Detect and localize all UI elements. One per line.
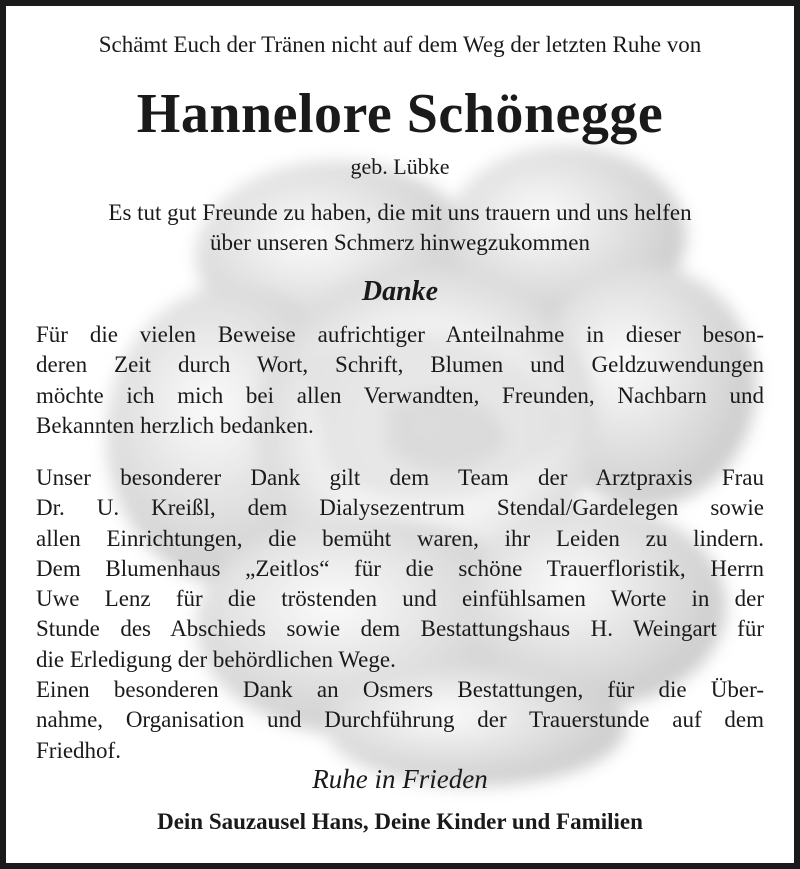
paragraph-line: Für die vielen Beweise aufrichtiger Anteilnahme in dieser beson- — [36, 322, 764, 347]
thanks-heading: Danke — [361, 276, 439, 307]
paragraph-line: die Erledigung der behördlichen Wege. — [36, 646, 396, 672]
paragraph-line: Uwe Lenz für die tröstenden und einfühlsamen Worte in der — [36, 586, 764, 612]
closing-line: Ruhe in Frieden — [312, 764, 488, 794]
thanks-paragraph-2 — [36, 463, 764, 766]
paragraph-line: möchte ich mich bei allen Verwandten, Freunden, Nachbarn und — [36, 382, 764, 408]
paragraph-line: Bekannten herzlich bedanken. — [36, 412, 314, 438]
paragraph-line: Dr. U. Kreißl, dem Dialysezentrum Stendal/Gardelegen sowie — [36, 495, 764, 521]
deceased-name: Hannelore Schönegge — [136, 83, 664, 145]
paragraph-line: nahme, Organisation und Durchführung der Trauerstunde auf dem — [36, 707, 764, 733]
quote-line-1: Es tut gut Freunde zu haben, die mit uns trauern und uns helfen — [108, 200, 692, 225]
paragraph-line: Dem Blumenhaus „Zeitlos“ für die schöne Trauerfloristik, Herrn — [36, 555, 764, 581]
paragraph-line: Stunde des Abschieds sowie dem Bestattungshaus H. Weingart für — [36, 616, 764, 642]
quote-line-2: über unseren Schmerz hinwegzukommen — [209, 230, 591, 255]
paragraph-line: deren Zeit durch Wort, Schrift, Blumen und Geldzuwendungen — [36, 352, 764, 378]
paragraph-line: Friedhof. — [36, 737, 121, 763]
signature-line: Dein Sauzausel Hans, Deine Kinder und Familien — [157, 809, 643, 834]
birth-name: geb. Lübke — [350, 154, 450, 179]
intro-line: Schämt Euch der Tränen nicht auf dem Weg der letzten Ruhe von — [98, 32, 702, 57]
paragraph-line: Unser besonderer Dank gilt dem Team der Arztpraxis Frau — [36, 465, 764, 490]
paragraph-line: allen Einrichtungen, die bemüht waren, ihr Leiden zu lindern. — [36, 525, 764, 551]
paragraph-line: Einen besonderen Dank an Osmers Bestattungen, für die Über- — [36, 677, 764, 703]
thanks-paragraph-1 — [36, 320, 764, 441]
